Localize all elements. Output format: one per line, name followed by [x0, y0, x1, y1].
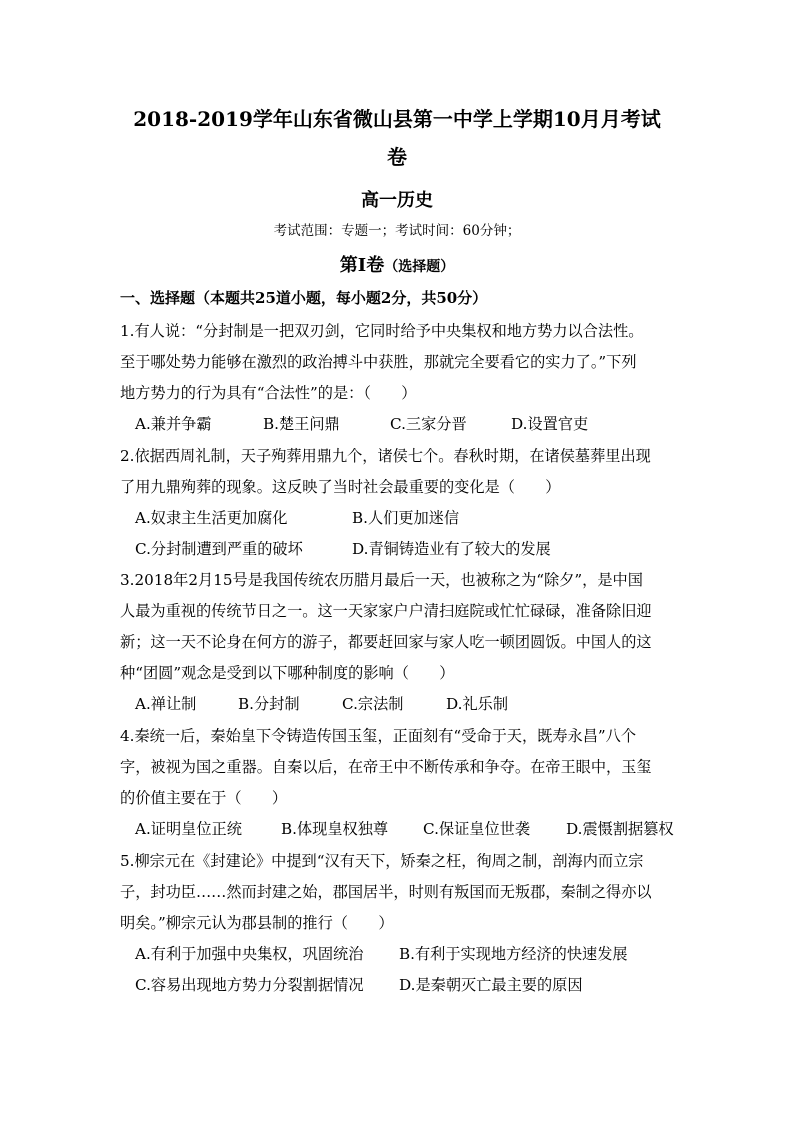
section-heading: 一、选择题（本题共25道小题，每小题2分，共50分）: [120, 289, 488, 307]
question-5-option-d[interactable]: D.是秦朝灭亡最主要的原因: [399, 976, 583, 994]
question-4-line-3: 的价值主要在于（ ）: [120, 789, 288, 807]
question-3-line-2: 人最为重视的传统节日之一。这一天家家户户清扫庭院或忙忙碌碌，准备除旧迎: [120, 602, 652, 620]
question-4-line-2: 字，被视为国之重器。自秦以后，在帝王中不断传承和争夺。在帝王眼中，玉玺: [120, 758, 652, 776]
question-1-line-1: 1.有人说：“分封制是一把双刃剑，它同时给予中央集权和地方势力以合法性。: [120, 322, 644, 340]
question-5-option-b[interactable]: B.有利于实现地方经济的快速发展: [399, 945, 628, 963]
question-1-option-a[interactable]: A.兼并争霸: [135, 415, 212, 433]
question-3-option-b[interactable]: B.分封制: [238, 695, 300, 713]
question-3-line-1: 3.2018年2月15号是我国传统农历腊月最后一天，也被称之为“除夕”，是中国: [120, 571, 643, 589]
question-2-option-a[interactable]: A.奴隶主生活更加腐化: [135, 509, 288, 527]
question-5-line-3: 明矣。”柳宗元认为郡县制的推行（ ）: [120, 914, 394, 932]
question-1-line-3: 地方势力的行为具有“合法性”的是：（ ）: [120, 384, 417, 402]
exam-title-line2: 卷: [387, 145, 407, 169]
exam-info: 考试范围：专题一；考试时间：60分钟；: [273, 223, 521, 239]
question-1-option-c[interactable]: C.三家分晋: [390, 415, 467, 433]
question-4-option-a[interactable]: A.证明皇位正统: [135, 820, 242, 838]
question-4-line-1: 4.秦统一后，秦始皇下令铸造传国玉玺，正面刻有“受命于天，既寿永昌”八个: [120, 727, 637, 745]
question-5-line-2: 子，封功臣……然而封建之始，郡国居半，时则有叛国而无叛郡，秦制之得亦以: [120, 883, 652, 901]
question-1-option-b[interactable]: B.楚王问鼎: [263, 415, 340, 433]
question-4-option-b[interactable]: B.体现皇权独尊: [281, 820, 389, 838]
volume-label: 第I卷: [339, 255, 385, 276]
question-5-line-1: 5.柳宗元在《封建论》中提到“汉有天下，矫秦之枉，徇周之制，剖海内而立宗: [120, 852, 644, 870]
question-2-option-d[interactable]: D.青铜铸造业有了较大的发展: [352, 540, 551, 558]
question-2-line-2: 了用九鼎殉葬的现象。这反映了当时社会最重要的变化是（ ）: [120, 478, 561, 496]
question-2-option-c[interactable]: C.分封制遭到严重的破坏: [135, 540, 303, 558]
volume-note: （选择题）: [384, 259, 455, 275]
question-1-option-d[interactable]: D.设置官吏: [511, 415, 589, 433]
question-5-option-a[interactable]: A.有利于加强中央集权，巩固统治: [135, 945, 364, 963]
question-3-option-c[interactable]: C.宗法制: [342, 695, 404, 713]
question-4-option-d[interactable]: D.震慑割据篡权: [566, 820, 674, 838]
exam-title-line1: 2018-2019学年山东省微山县第一中学上学期10月月考试: [133, 107, 661, 131]
question-2-line-1: 2.依据西周礼制，天子殉葬用鼎九个，诸侯七个。春秋时期，在诸侯墓葬里出现: [120, 447, 651, 465]
question-1-line-2: 至于哪处势力能够在激烈的政治搏斗中获胜，那就完全要看它的实力了。”下列: [120, 353, 637, 371]
question-3-line-3: 新；这一天不论身在何方的游子，都要赶回家与家人吃一顿团圆饭。中国人的这: [120, 633, 652, 651]
question-3-option-d[interactable]: D.礼乐制: [446, 695, 509, 713]
question-5-option-c[interactable]: C.容易出现地方势力分裂割据情况: [135, 976, 364, 994]
question-3-line-4: 种“团圆”观念是受到以下哪种制度的影响（ ）: [120, 664, 455, 682]
volume-heading: [100, 255, 694, 278]
subject-title: 高一历史: [361, 190, 433, 211]
question-2-option-b[interactable]: B.人们更加迷信: [352, 509, 460, 527]
question-4-option-c[interactable]: C.保证皇位世袭: [423, 820, 531, 838]
question-3-option-a[interactable]: A.禅让制: [135, 695, 197, 713]
